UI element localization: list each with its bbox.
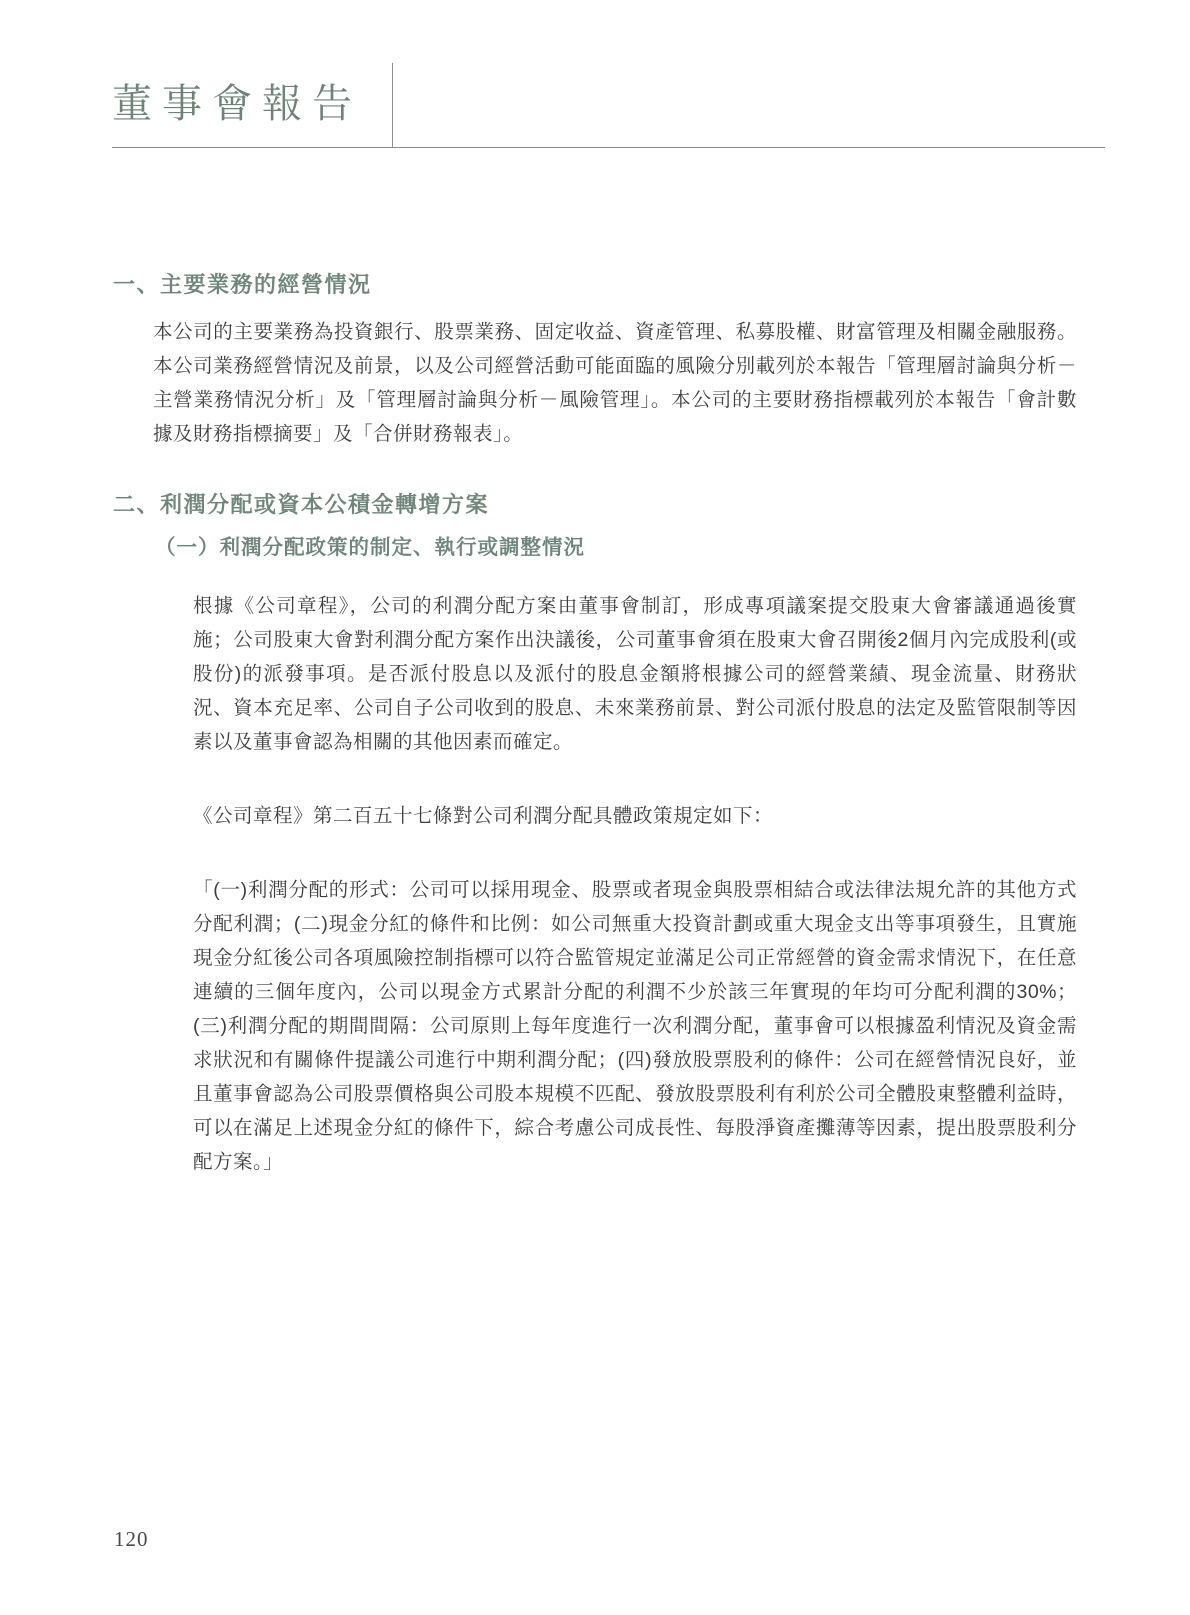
- header-vertical-divider: [392, 63, 393, 147]
- subsection-1-paragraph-2: 《公司章程》第二百五十七條對公司利潤分配具體政策規定如下：: [193, 805, 774, 827]
- section-1-heading: 一、主要業務的經營情況: [113, 272, 372, 297]
- subsection-1-heading: （一）利潤分配政策的制定、執行或調整情況: [155, 536, 585, 559]
- section-2-heading: 二、利潤分配或資本公積金轉增方案: [113, 492, 490, 517]
- section-1-paragraph: 本公司的主要業務為投資銀行、股票業務、固定收益、資產管理、私募股權、財富管理及相關金融服務。本公司業務經營情況及前景，以及公司經營活動可能面臨的風險分別載列於本報告「管理層討論與分析－主營業務情況分析」及「管理層討論與分析－風險管理」。本公司的主要財務指標載列於本報告「會計數據及財務指標摘要」及「合併財務報表」。: [153, 321, 1077, 445]
- subsection-1-paragraph-1: 根據《公司章程》，公司的利潤分配方案由董事會制訂，形成專項議案提交股東大會審議通過後實施；公司股東大會對利潤分配方案作出決議後，公司董事會須在股東大會召開後2個月內完成股利(或股份)的派發事項。是否派付股息以及派付的股息金額將根據公司的經營業績、現金流量、財務狀況、資本充足率、公司自子公司收到的股息、未來業務前景、對公司派付股息的法定及監管限制等因素以及董事會認為相關的其他因素而確定。: [193, 595, 1077, 753]
- section-main-business: [113, 271, 1077, 451]
- header-horizontal-rule: [112, 147, 1105, 148]
- section-profit-distribution: [113, 491, 1077, 1179]
- page-title: 董事會報告: [112, 81, 362, 126]
- subsection-1-paragraph-3: 「(一)利潤分配的形式：公司可以採用現金、股票或者現金與股票相結合或法律法規允許的其他方式分配利潤；(二)現金分紅的條件和比例：如公司無重大投資計劃或重大現金支出等事項發生，且實施現金分紅後公司各項風險控制指標可以符合監管規定並滿足公司正常經營的資金需求情況下，在任意連續的三個年度內，公司以現金方式累計分配的利潤不少於該三年實現的年均可分配利潤的30%；(三)利潤分配的期間間隔：公司原則上每年度進行一次利潤分配，董事會可以根據盈利情況及資金需求狀況和有關條件提議公司進行中期利潤分配；(四)發放股票股利的條件：公司在經營情況良好，並且董事會認為公司股票價格與公司股本規模不匹配、發放股票股利有利於公司全體股東整體利益時，可以在滿足上述現金分紅的條件下，綜合考慮公司成長性、每股淨資產攤薄等因素，提出股票股利分配方案。」: [193, 879, 1077, 1173]
- page-number: 120: [114, 1527, 149, 1551]
- main-content: [113, 271, 1077, 1179]
